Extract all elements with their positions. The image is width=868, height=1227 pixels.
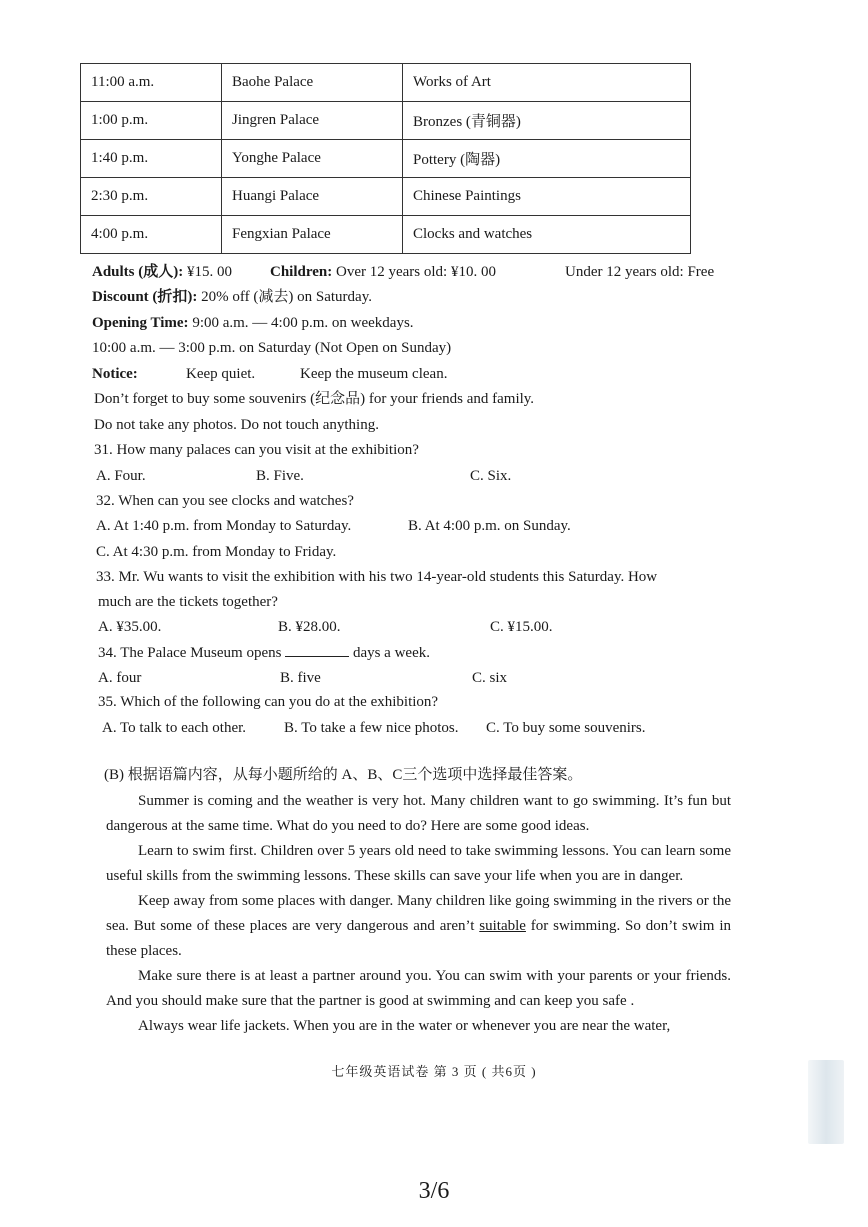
exhibit-cell: Clocks and watches bbox=[403, 216, 691, 254]
option-33-a: A. ¥35.00. bbox=[98, 619, 162, 635]
ticket-prices-line bbox=[92, 262, 232, 282]
option-34-a: A. four bbox=[98, 670, 142, 686]
option-35-c: C. To buy some souvenirs. bbox=[486, 720, 646, 736]
discount-label: Discount (折扣): bbox=[92, 289, 198, 305]
answer-blank bbox=[285, 642, 349, 657]
page-footer: 七年级英语试卷 第 3 页 ( 共6页 ) bbox=[331, 1064, 537, 1079]
underlined-word: suitable bbox=[479, 918, 526, 934]
option-35-b: B. To take a few nice photos. bbox=[284, 720, 459, 736]
time-cell: 1:40 p.m. bbox=[81, 140, 222, 178]
option-34-b: B. five bbox=[280, 670, 321, 686]
opening-time-line bbox=[92, 313, 414, 333]
option-31-b: B. Five. bbox=[256, 468, 304, 484]
question-32: 32. When can you see clocks and watches? bbox=[96, 493, 354, 509]
section-b-heading: (B) 根据语篇内容，从每小题所给的 A、B、C三个选项中选择最佳答案。 bbox=[104, 767, 583, 783]
option-32-c: C. At 4:30 p.m. from Monday to Friday. bbox=[96, 544, 337, 560]
option-34-c: C. six bbox=[472, 670, 508, 686]
children-price: Over 12 years old: ¥10. 00 bbox=[335, 264, 496, 280]
exhibition-schedule-table bbox=[80, 63, 691, 254]
paragraph-3-end: for swimming. So don’t swim in these places. bbox=[106, 918, 731, 959]
notice-label: Notice: bbox=[92, 366, 138, 382]
discount-value: 20% off (减去) on Saturday. bbox=[201, 289, 372, 305]
option-32-b: B. At 4:00 p.m. on Sunday. bbox=[408, 518, 571, 534]
notice-clean: Keep the museum clean. bbox=[300, 366, 448, 382]
question-34 bbox=[98, 642, 430, 663]
time-cell: 4:00 p.m. bbox=[81, 216, 222, 254]
option-35-a: A. To talk to each other. bbox=[102, 720, 247, 736]
exhibit-cell: Bronzes (青铜器) bbox=[403, 102, 691, 140]
table-row bbox=[81, 178, 691, 216]
notice-line bbox=[92, 364, 138, 384]
palace-cell: Jingren Palace bbox=[222, 102, 403, 140]
opening-label: Opening Time: bbox=[92, 315, 189, 331]
exhibit-cell: Pottery (陶器) bbox=[403, 140, 691, 178]
palace-cell: Yonghe Palace bbox=[222, 140, 403, 178]
paragraph-5: Always wear life jackets. When you are in the water or whenever you are near the water, bbox=[138, 1018, 671, 1034]
paragraph-2: Learn to swim first. Children over 5 years old need to take swimming lessons. You can learn some useful skills from the swimming lessons. These skills can save your life when you are in danger. bbox=[106, 843, 731, 884]
children-label: Children: bbox=[270, 264, 333, 280]
adults-price: ¥15. 00 bbox=[187, 264, 233, 280]
time-cell: 11:00 a.m. bbox=[81, 64, 222, 102]
question-33-line1: 33. Mr. Wu wants to visit the exhibition with his two 14-year-old students this Saturday. How bbox=[96, 569, 658, 585]
souvenir-line: Don’t forget to buy some souvenirs (纪念品) for your friends and family. bbox=[94, 391, 535, 407]
question-35: 35. Which of the following can you do at the exhibition? bbox=[98, 694, 439, 710]
opening-value: 9:00 a.m. — 4:00 p.m. on weekdays. bbox=[192, 315, 414, 331]
option-31-a: A. Four. bbox=[96, 468, 146, 484]
under12-price: Under 12 years old: Free bbox=[565, 264, 715, 280]
palace-cell: Huangi Palace bbox=[222, 178, 403, 216]
time-cell: 2:30 p.m. bbox=[81, 178, 222, 216]
adults-label: Adults (成人): bbox=[92, 264, 184, 280]
option-31-c: C. Six. bbox=[470, 468, 512, 484]
table-row bbox=[81, 64, 691, 102]
question-33-line2: much are the tickets together? bbox=[98, 594, 278, 610]
question-34-text-end: days a week. bbox=[352, 645, 430, 661]
option-33-c: C. ¥15.00. bbox=[490, 619, 553, 635]
photo-line: Do not take any photos. Do not touch anything. bbox=[94, 417, 379, 433]
discount-line bbox=[92, 287, 372, 307]
table-row bbox=[81, 216, 691, 254]
option-32-a: A. At 1:40 p.m. from Monday to Saturday. bbox=[96, 518, 352, 534]
paragraph-4: Make sure there is at least a partner around you. You can swim with your parents or your friends. And you should make sure that the partner is good at swimming and can keep you safe . bbox=[106, 968, 731, 1009]
table-row bbox=[81, 102, 691, 140]
time-cell: 1:00 p.m. bbox=[81, 102, 222, 140]
table-row bbox=[81, 140, 691, 178]
exhibit-cell: Works of Art bbox=[403, 64, 691, 102]
notice-quiet: Keep quiet. bbox=[186, 366, 256, 382]
option-33-b: B. ¥28.00. bbox=[278, 619, 341, 635]
paragraph-1: Summer is coming and the weather is very hot. Many children want to go swimming. It’s fun but dangerous at the same time. What do you need to do? Here are some good ideas. bbox=[106, 793, 731, 834]
palace-cell: Fengxian Palace bbox=[222, 216, 403, 254]
passage-b bbox=[106, 789, 731, 1039]
children-price-line bbox=[270, 262, 496, 282]
exhibit-cell: Chinese Paintings bbox=[403, 178, 691, 216]
scan-edge-shading bbox=[808, 1060, 844, 1144]
palace-cell: Baohe Palace bbox=[222, 64, 403, 102]
saturday-hours: 10:00 a.m. — 3:00 p.m. on Saturday (Not Open on Sunday) bbox=[92, 340, 452, 356]
paragraph-3-start: Keep away from some places with danger. Many children like going swimming in the rivers or the sea. But some of these places are very dangerous and aren’t bbox=[106, 893, 731, 934]
paragraph-3 bbox=[106, 889, 731, 964]
page-number: 3/6 bbox=[418, 1178, 450, 1204]
question-34-text: 34. The Palace Museum opens bbox=[98, 645, 282, 661]
question-31: 31. How many palaces can you visit at the exhibition? bbox=[94, 442, 419, 458]
